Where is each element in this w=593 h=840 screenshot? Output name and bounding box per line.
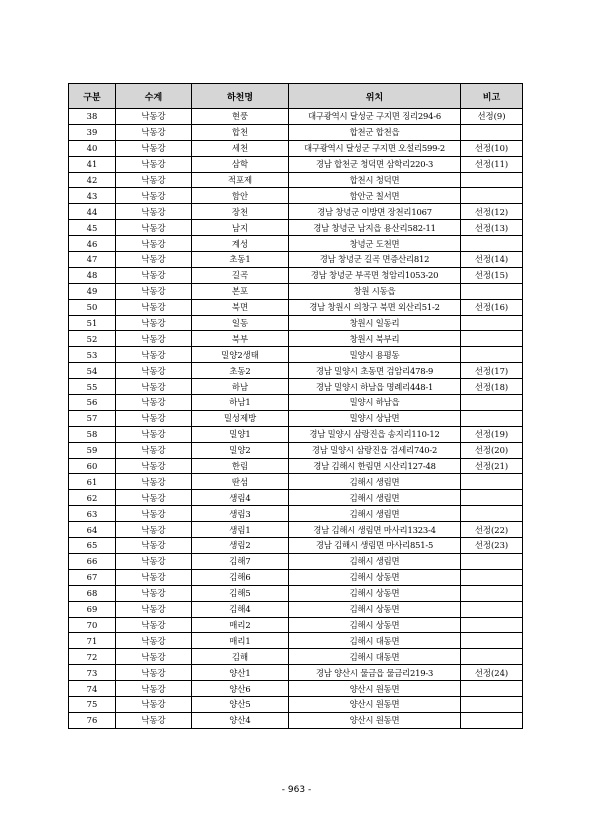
cell-remarks xyxy=(461,506,523,522)
cell-water-system: 낙동강 xyxy=(116,696,192,712)
table-row xyxy=(69,474,523,490)
table-row xyxy=(69,538,523,554)
cell-division: 74 xyxy=(69,681,116,697)
cell-remarks xyxy=(461,696,523,712)
cell-water-system: 낙동강 xyxy=(116,474,192,490)
cell-remarks xyxy=(461,569,523,585)
cell-division: 50 xyxy=(69,299,116,315)
table-row xyxy=(69,649,523,665)
cell-division: 44 xyxy=(69,204,116,220)
cell-remarks xyxy=(461,331,523,347)
cell-water-system: 낙동강 xyxy=(116,569,192,585)
cell-water-system: 낙동강 xyxy=(116,283,192,299)
cell-remarks xyxy=(461,649,523,665)
table-row xyxy=(69,347,523,363)
cell-division: 41 xyxy=(69,156,116,172)
table-header xyxy=(69,84,523,109)
cell-remarks: 선정(19) xyxy=(461,426,523,442)
table-row xyxy=(69,506,523,522)
cell-remarks: 선정(20) xyxy=(461,442,523,458)
cell-water-system: 낙동강 xyxy=(116,379,192,395)
cell-river-name: 김해6 xyxy=(192,569,289,585)
cell-river-name: 생림3 xyxy=(192,506,289,522)
table-row xyxy=(69,569,523,585)
cell-division: 46 xyxy=(69,236,116,252)
cell-river-name: 밀양2생태 xyxy=(192,347,289,363)
cell-river-name: 양산1 xyxy=(192,665,289,681)
cell-location: 경남 김해시 생림면 마사리851-5 xyxy=(289,538,461,554)
cell-division: 76 xyxy=(69,712,116,728)
table-row xyxy=(69,379,523,395)
cell-river-name: 매리1 xyxy=(192,633,289,649)
cell-division: 56 xyxy=(69,395,116,411)
cell-location: 경남 창녕군 이방면 장천리1067 xyxy=(289,204,461,220)
table-row xyxy=(69,331,523,347)
cell-remarks: 선정(10) xyxy=(461,140,523,156)
cell-remarks xyxy=(461,283,523,299)
table-row xyxy=(69,712,523,728)
cell-water-system: 낙동강 xyxy=(116,601,192,617)
cell-remarks: 선정(12) xyxy=(461,204,523,220)
cell-division: 72 xyxy=(69,649,116,665)
cell-division: 67 xyxy=(69,569,116,585)
cell-location: 창원 시동읍 xyxy=(289,283,461,299)
cell-location: 대구광역시 달성군 구지면 오설리599-2 xyxy=(289,140,461,156)
cell-river-name: 남지 xyxy=(192,220,289,236)
table-row xyxy=(69,124,523,140)
table-row xyxy=(69,395,523,411)
cell-remarks xyxy=(461,474,523,490)
cell-remarks xyxy=(461,172,523,188)
cell-division: 45 xyxy=(69,220,116,236)
cell-river-name: 양산4 xyxy=(192,712,289,728)
cell-water-system: 낙동강 xyxy=(116,585,192,601)
cell-location: 밀양시 하남읍 xyxy=(289,395,461,411)
cell-location: 경남 양산시 물금읍 물금리219-3 xyxy=(289,665,461,681)
cell-location: 경남 창녕군 남지읍 용산리582-11 xyxy=(289,220,461,236)
cell-remarks: 선정(11) xyxy=(461,156,523,172)
cell-remarks: 선정(18) xyxy=(461,379,523,395)
table-row xyxy=(69,617,523,633)
cell-location: 밀양시 상남면 xyxy=(289,410,461,426)
cell-location: 김해시 생림면 xyxy=(289,474,461,490)
cell-division: 62 xyxy=(69,490,116,506)
cell-water-system: 낙동강 xyxy=(116,204,192,220)
cell-location: 경남 창녕군 부곡면 청암리1053-20 xyxy=(289,267,461,283)
cell-river-name: 김해7 xyxy=(192,553,289,569)
cell-remarks: 선정(9) xyxy=(461,109,523,125)
table-row xyxy=(69,601,523,617)
table-row xyxy=(69,490,523,506)
cell-water-system: 낙동강 xyxy=(116,649,192,665)
cell-location: 김해시 상동면 xyxy=(289,601,461,617)
cell-division: 58 xyxy=(69,426,116,442)
table-row xyxy=(69,236,523,252)
cell-division: 73 xyxy=(69,665,116,681)
cell-location: 경남 김해시 생림면 마사리1323-4 xyxy=(289,522,461,538)
cell-river-name: 하남1 xyxy=(192,395,289,411)
cell-water-system: 낙동강 xyxy=(116,681,192,697)
cell-location: 경남 김해시 한림면 시산리127-48 xyxy=(289,458,461,474)
cell-location: 김해시 상동면 xyxy=(289,617,461,633)
cell-location: 김해시 생림면 xyxy=(289,553,461,569)
cell-division: 75 xyxy=(69,696,116,712)
cell-location: 창원시 일동리 xyxy=(289,315,461,331)
cell-water-system: 낙동강 xyxy=(116,426,192,442)
cell-water-system: 낙동강 xyxy=(116,442,192,458)
cell-division: 55 xyxy=(69,379,116,395)
cell-river-name: 김해 xyxy=(192,649,289,665)
cell-river-name: 장천 xyxy=(192,204,289,220)
table-row xyxy=(69,665,523,681)
cell-river-name: 삼학 xyxy=(192,156,289,172)
cell-division: 59 xyxy=(69,442,116,458)
cell-division: 38 xyxy=(69,109,116,125)
table-row xyxy=(69,204,523,220)
cell-location: 김해시 상동면 xyxy=(289,585,461,601)
cell-river-name: 함안 xyxy=(192,188,289,204)
cell-remarks: 선정(22) xyxy=(461,522,523,538)
cell-remarks: 선정(24) xyxy=(461,665,523,681)
cell-location: 밀양시 용평동 xyxy=(289,347,461,363)
table-row xyxy=(69,426,523,442)
cell-water-system: 낙동강 xyxy=(116,140,192,156)
table-row xyxy=(69,140,523,156)
cell-location: 김해시 생림면 xyxy=(289,490,461,506)
cell-remarks xyxy=(461,236,523,252)
header-location: 위치 xyxy=(289,84,461,109)
header-river-name: 하천명 xyxy=(192,84,289,109)
cell-location: 창원시 북부리 xyxy=(289,331,461,347)
table-row xyxy=(69,442,523,458)
cell-water-system: 낙동강 xyxy=(116,553,192,569)
cell-remarks xyxy=(461,633,523,649)
cell-river-name: 계성 xyxy=(192,236,289,252)
cell-river-name: 매리2 xyxy=(192,617,289,633)
cell-division: 53 xyxy=(69,347,116,363)
cell-water-system: 낙동강 xyxy=(116,299,192,315)
cell-river-name: 본포 xyxy=(192,283,289,299)
table-row xyxy=(69,363,523,379)
cell-river-name: 딴섬 xyxy=(192,474,289,490)
cell-water-system: 낙동강 xyxy=(116,538,192,554)
cell-division: 52 xyxy=(69,331,116,347)
cell-river-name: 북부 xyxy=(192,331,289,347)
table-row xyxy=(69,585,523,601)
cell-division: 43 xyxy=(69,188,116,204)
cell-division: 60 xyxy=(69,458,116,474)
cell-water-system: 낙동강 xyxy=(116,109,192,125)
cell-water-system: 낙동강 xyxy=(116,363,192,379)
cell-river-name: 김해5 xyxy=(192,585,289,601)
cell-remarks xyxy=(461,681,523,697)
cell-division: 39 xyxy=(69,124,116,140)
cell-water-system: 낙동강 xyxy=(116,236,192,252)
cell-river-name: 밀양2 xyxy=(192,442,289,458)
cell-water-system: 낙동강 xyxy=(116,267,192,283)
table-row xyxy=(69,188,523,204)
cell-remarks: 선정(17) xyxy=(461,363,523,379)
header-division: 구분 xyxy=(69,84,116,109)
cell-river-name: 김해4 xyxy=(192,601,289,617)
table-row xyxy=(69,283,523,299)
cell-remarks: 선정(16) xyxy=(461,299,523,315)
cell-water-system: 낙동강 xyxy=(116,124,192,140)
cell-river-name: 적포제 xyxy=(192,172,289,188)
cell-division: 65 xyxy=(69,538,116,554)
cell-division: 70 xyxy=(69,617,116,633)
cell-water-system: 낙동강 xyxy=(116,712,192,728)
header-remarks: 비고 xyxy=(461,84,523,109)
cell-river-name: 현풍 xyxy=(192,109,289,125)
table-row xyxy=(69,267,523,283)
cell-river-name: 합천 xyxy=(192,124,289,140)
cell-river-name: 생림4 xyxy=(192,490,289,506)
table-body xyxy=(69,109,523,729)
cell-water-system: 낙동강 xyxy=(116,633,192,649)
cell-water-system: 낙동강 xyxy=(116,522,192,538)
cell-division: 68 xyxy=(69,585,116,601)
header-row xyxy=(69,84,523,109)
table-row xyxy=(69,522,523,538)
river-location-table xyxy=(68,83,523,729)
cell-remarks xyxy=(461,347,523,363)
cell-river-name: 길곡 xyxy=(192,267,289,283)
cell-remarks: 선정(13) xyxy=(461,220,523,236)
cell-location: 양산시 원동면 xyxy=(289,681,461,697)
cell-river-name: 초동1 xyxy=(192,252,289,268)
cell-river-name: 초동2 xyxy=(192,363,289,379)
cell-location: 경남 창원시 의창구 북면 외산리51-2 xyxy=(289,299,461,315)
table-row xyxy=(69,681,523,697)
table-row xyxy=(69,299,523,315)
cell-location: 합천시 청덕면 xyxy=(289,172,461,188)
cell-remarks: 선정(15) xyxy=(461,267,523,283)
cell-location: 함안군 칠서면 xyxy=(289,188,461,204)
cell-remarks xyxy=(461,712,523,728)
cell-location: 양산시 원동면 xyxy=(289,696,461,712)
cell-division: 51 xyxy=(69,315,116,331)
table-row xyxy=(69,696,523,712)
cell-water-system: 낙동강 xyxy=(116,252,192,268)
cell-remarks xyxy=(461,410,523,426)
cell-river-name: 한림 xyxy=(192,458,289,474)
table-row xyxy=(69,633,523,649)
cell-remarks xyxy=(461,617,523,633)
cell-location: 대구광역시 달성군 구지면 징리294-6 xyxy=(289,109,461,125)
cell-river-name: 세천 xyxy=(192,140,289,156)
cell-water-system: 낙동강 xyxy=(116,347,192,363)
cell-remarks xyxy=(461,601,523,617)
cell-division: 57 xyxy=(69,410,116,426)
cell-remarks: 선정(14) xyxy=(461,252,523,268)
cell-water-system: 낙동강 xyxy=(116,331,192,347)
cell-division: 49 xyxy=(69,283,116,299)
cell-water-system: 낙동강 xyxy=(116,220,192,236)
cell-water-system: 낙동강 xyxy=(116,315,192,331)
cell-water-system: 낙동강 xyxy=(116,156,192,172)
table-row xyxy=(69,109,523,125)
cell-division: 63 xyxy=(69,506,116,522)
cell-remarks xyxy=(461,315,523,331)
table-row xyxy=(69,553,523,569)
cell-location: 경남 창녕군 길곡 면증산리812 xyxy=(289,252,461,268)
cell-river-name: 밀성제방 xyxy=(192,410,289,426)
cell-division: 48 xyxy=(69,267,116,283)
cell-division: 47 xyxy=(69,252,116,268)
cell-water-system: 낙동강 xyxy=(116,188,192,204)
cell-river-name: 양산6 xyxy=(192,681,289,697)
cell-location: 경남 밀양시 초동면 검암리478-9 xyxy=(289,363,461,379)
cell-division: 66 xyxy=(69,553,116,569)
cell-river-name: 밀양1 xyxy=(192,426,289,442)
cell-river-name: 북면 xyxy=(192,299,289,315)
cell-division: 71 xyxy=(69,633,116,649)
cell-remarks xyxy=(461,585,523,601)
cell-river-name: 하남 xyxy=(192,379,289,395)
table-row xyxy=(69,315,523,331)
table-row xyxy=(69,410,523,426)
cell-river-name: 양산5 xyxy=(192,696,289,712)
cell-water-system: 낙동강 xyxy=(116,458,192,474)
cell-remarks: 선정(23) xyxy=(461,538,523,554)
cell-location: 김해시 생림면 xyxy=(289,506,461,522)
cell-location: 경남 밀양시 삼랑진읍 송지리110-12 xyxy=(289,426,461,442)
cell-location: 김해시 상동면 xyxy=(289,569,461,585)
cell-division: 61 xyxy=(69,474,116,490)
cell-division: 42 xyxy=(69,172,116,188)
cell-division: 54 xyxy=(69,363,116,379)
cell-location: 경남 합천군 청덕면 삼학리220-3 xyxy=(289,156,461,172)
cell-location: 양산시 원동면 xyxy=(289,712,461,728)
cell-river-name: 생림2 xyxy=(192,538,289,554)
cell-location: 경남 밀양시 삼랑진읍 검세리740-2 xyxy=(289,442,461,458)
cell-river-name: 일동 xyxy=(192,315,289,331)
cell-location: 합천군 합천읍 xyxy=(289,124,461,140)
cell-water-system: 낙동강 xyxy=(116,490,192,506)
cell-location: 창녕군 도천면 xyxy=(289,236,461,252)
cell-water-system: 낙동강 xyxy=(116,410,192,426)
cell-remarks xyxy=(461,395,523,411)
cell-water-system: 낙동강 xyxy=(116,506,192,522)
table-row xyxy=(69,458,523,474)
cell-remarks: 선정(21) xyxy=(461,458,523,474)
table-row xyxy=(69,220,523,236)
cell-water-system: 낙동강 xyxy=(116,395,192,411)
table-row xyxy=(69,172,523,188)
cell-water-system: 낙동강 xyxy=(116,172,192,188)
cell-remarks xyxy=(461,188,523,204)
page-number: - 963 - xyxy=(281,785,312,795)
cell-location: 김해시 대동면 xyxy=(289,649,461,665)
cell-division: 40 xyxy=(69,140,116,156)
cell-river-name: 생림1 xyxy=(192,522,289,538)
table-row xyxy=(69,156,523,172)
cell-remarks xyxy=(461,553,523,569)
cell-water-system: 낙동강 xyxy=(116,665,192,681)
cell-remarks xyxy=(461,124,523,140)
cell-location: 경남 밀양시 하남읍 명례리448-1 xyxy=(289,379,461,395)
cell-division: 69 xyxy=(69,601,116,617)
header-water-system: 수계 xyxy=(116,84,192,109)
cell-division: 64 xyxy=(69,522,116,538)
table-row xyxy=(69,252,523,268)
cell-water-system: 낙동강 xyxy=(116,617,192,633)
cell-remarks xyxy=(461,490,523,506)
cell-location: 김해시 대동면 xyxy=(289,633,461,649)
